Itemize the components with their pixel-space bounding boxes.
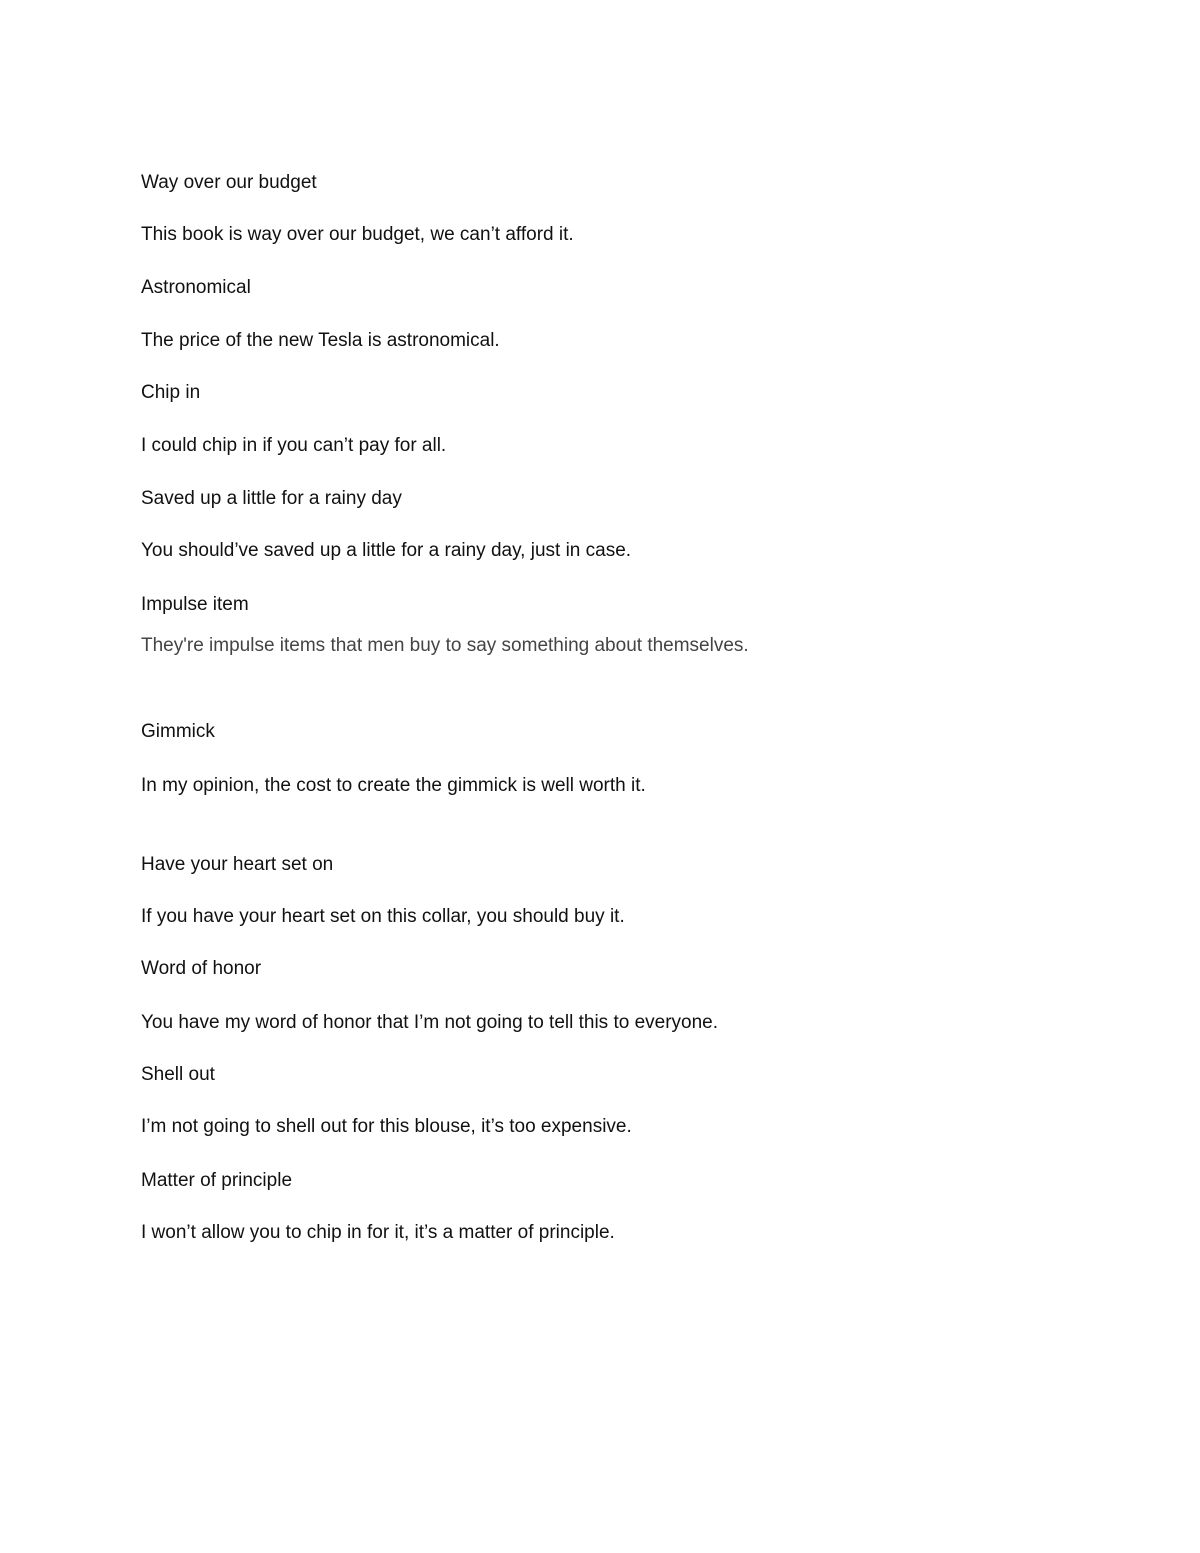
example-sentence: They're impulse items that men buy to say something about themselves.	[141, 635, 749, 656]
example-sentence: The price of the new Tesla is astronomical.	[141, 330, 500, 351]
example-sentence: In my opinion, the cost to create the gimmick is well worth it.	[141, 775, 646, 796]
example-sentence: If you have your heart set on this collar, you should buy it.	[141, 906, 625, 927]
example-sentence: You have my word of honor that I’m not going to tell this to everyone.	[141, 1012, 719, 1033]
term-heading: Gimmick	[141, 721, 215, 742]
term-heading: Word of honor	[141, 958, 262, 979]
term-heading: Have your heart set on	[141, 854, 334, 875]
term-heading: Impulse item	[141, 594, 249, 615]
example-sentence: You should’ve saved up a little for a rainy day, just in case.	[141, 540, 632, 561]
term-heading: Chip in	[141, 382, 201, 403]
term-heading: Saved up a little for a rainy day	[141, 488, 402, 509]
term-heading: Way over our budget	[141, 172, 317, 193]
example-sentence: This book is way over our budget, we can’t afford it.	[141, 224, 574, 245]
example-sentence: I’m not going to shell out for this blouse, it’s too expensive.	[141, 1116, 632, 1137]
term-heading: Astronomical	[141, 277, 251, 298]
term-heading: Shell out	[141, 1064, 215, 1085]
example-sentence: I could chip in if you can’t pay for all.	[141, 435, 447, 456]
term-heading: Matter of principle	[141, 1170, 293, 1191]
example-sentence: I won’t allow you to chip in for it, it’s a matter of principle.	[141, 1222, 615, 1243]
